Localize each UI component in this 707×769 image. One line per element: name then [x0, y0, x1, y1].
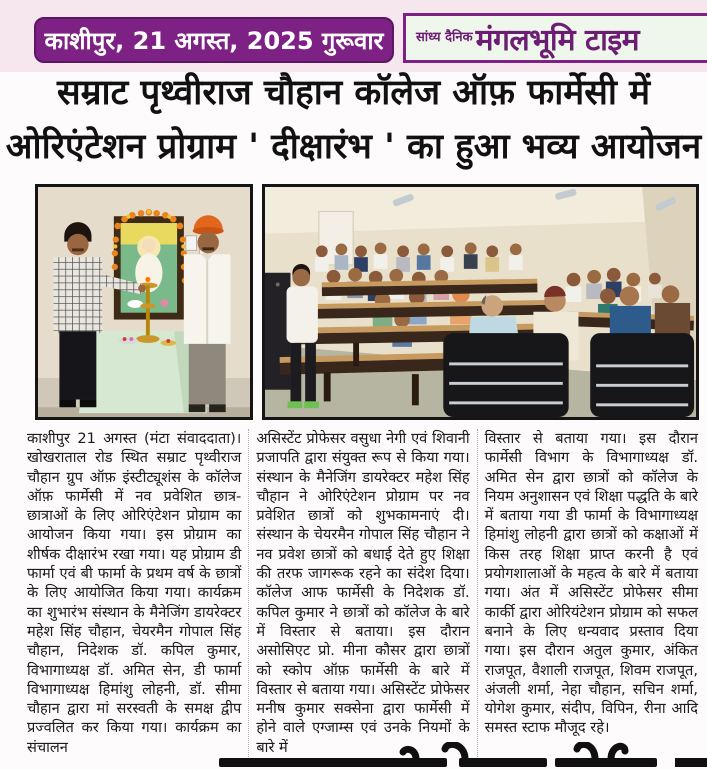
dateline-box: काशीपुर, 21 अगस्त, 2025 गुरूवार [34, 17, 394, 63]
article-column-1: काशीपुर 21 अगस्त (मंटा संवाददाता)। खोखराताल रोड स्थित सम्राट पृथ्वीराज चौहान ग्रुप ऑफ़ इंस्टीट्यूशंस के कॉलेज ऑफ़ फार्मेसी में नव प्रवेशित छात्र-छात्राओं के लिए ओरिएंटेशन प्रोग्राम का आयोजन किया गया। इस प्रोग्राम का शीर्षक दीक्षारंभ रखा गया। यह प्रोग्राम डी फार्मा एवं बी फार्मा के प्रथम वर्ष के छात्रों के लिए आयोजित किया गया। कार्यक्रम का शुभारंभ संस्थान के मैनेजिंग डायरेक्टर महेश सिंह चौहान, चेयरमैन गोपाल सिंह चौहान, निदेशक डॉ. कपिल कुमार, विभागाध्यक्ष डॉ. अमित सेन, डी फार्मा विभागाध्यक्ष हिमांशु लोहनी, डॉ. सीमा चौहान द्वारा मां सरस्वती के समक्ष द्वीप प्रज्वलित कर किया गया। कार्यक्रम का संचालन [27, 430, 242, 756]
article-column-2: असिस्टेंट प्रोफेसर वसुधा नेगी एवं शिवानी प्रजापति द्वारा संयुक्त रूप से किया गया। संस्थान के मैनेजिंग डायरेक्टर महेश सिंह चौहान ने ओरिएंटेशन प्रोग्राम पर नव प्रवेशित छात्रों को शुभकामनाएं दी। संस्थान के चेयरमैन गोपाल सिंह चौहान ने नव प्रवेश छात्रों को बधाई देते हुए शिक्षा की तरफ जागरूक रहने का संदेश दिया। कॉलेज आफ फार्मेसी के निदेशक डॉ. कपिल कुमार ने छात्रों को कॉलेज के बारे में विस्तार से बताया। इस दौरान असोसिएट प्रो. मीना कौसर द्वारा छात्रों को स्कोप ऑफ़ फार्मेसी के बारे में विस्तार से बताया गया। असिस्टेंट प्रोफेसर मनीष कुमार सक्सेना द्वारा फार्मेसी में होने वाले एग्जाम्स एवं उनके नियमों के बारे में [248, 429, 476, 763]
cropped-next-headline [213, 742, 707, 769]
masthead [403, 13, 707, 63]
photo-row [35, 184, 699, 420]
article-headline [0, 66, 707, 182]
audience-photo [262, 184, 699, 420]
article-column-3: विस्तार से बताया गया। इस दौरान फार्मेसी विभाग के विभागाध्यक्ष डॉ. अमित सेन द्वारा छात्रों को कॉलेज के नियम अनुशासन एवं शिक्षा पद्धति के बारे में बताया गया डी फार्मा के विभागाध्यक्ष हिमांशु लोहनी द्वारा छात्रों को कक्षाओं में किस तरह शिक्षा प्राप्त करनी है एवं प्रयोगशालाओं के महत्व के बारे में बताया गया। अंत में असिस्टेंट प्रोफेसर सीमा कार्की द्वारा ओरियंटेशन प्रोग्राम को सफल बनाने के लिए धन्यवाद प्रस्ताव दिया गया। इस दौरान अतुल कुमार, अंकित राजपूत, वैशाली राजपूत, शिवम राजपूत, अंजली शर्मा, नेहा चौहान, सचिन शर्मा, योगेश कुमार, संदीप, विपिन, रीना आदि समस्त स्टाफ मौजूद रहे। [477, 429, 705, 763]
headline-line-2: ओरिएंटेशन प्रोग्राम ' दीक्षारंभ ' का हुआ भव्य आयोजन [5, 126, 702, 167]
article-body [20, 429, 705, 763]
lamp-lighting-photo [35, 184, 253, 420]
audience-illustration [265, 187, 696, 417]
masthead-edition-label: सांध्य दैनिक [416, 30, 473, 46]
headline-line-1: सम्राट पृथ्वीराज चौहान कॉलेज ऑफ़ फार्मेसी में [56, 72, 651, 113]
masthead-title: मंगलभूमि टाइम [475, 22, 640, 58]
lamp-lighting-illustration [38, 187, 250, 417]
cropped-headline-strokes [213, 742, 707, 769]
